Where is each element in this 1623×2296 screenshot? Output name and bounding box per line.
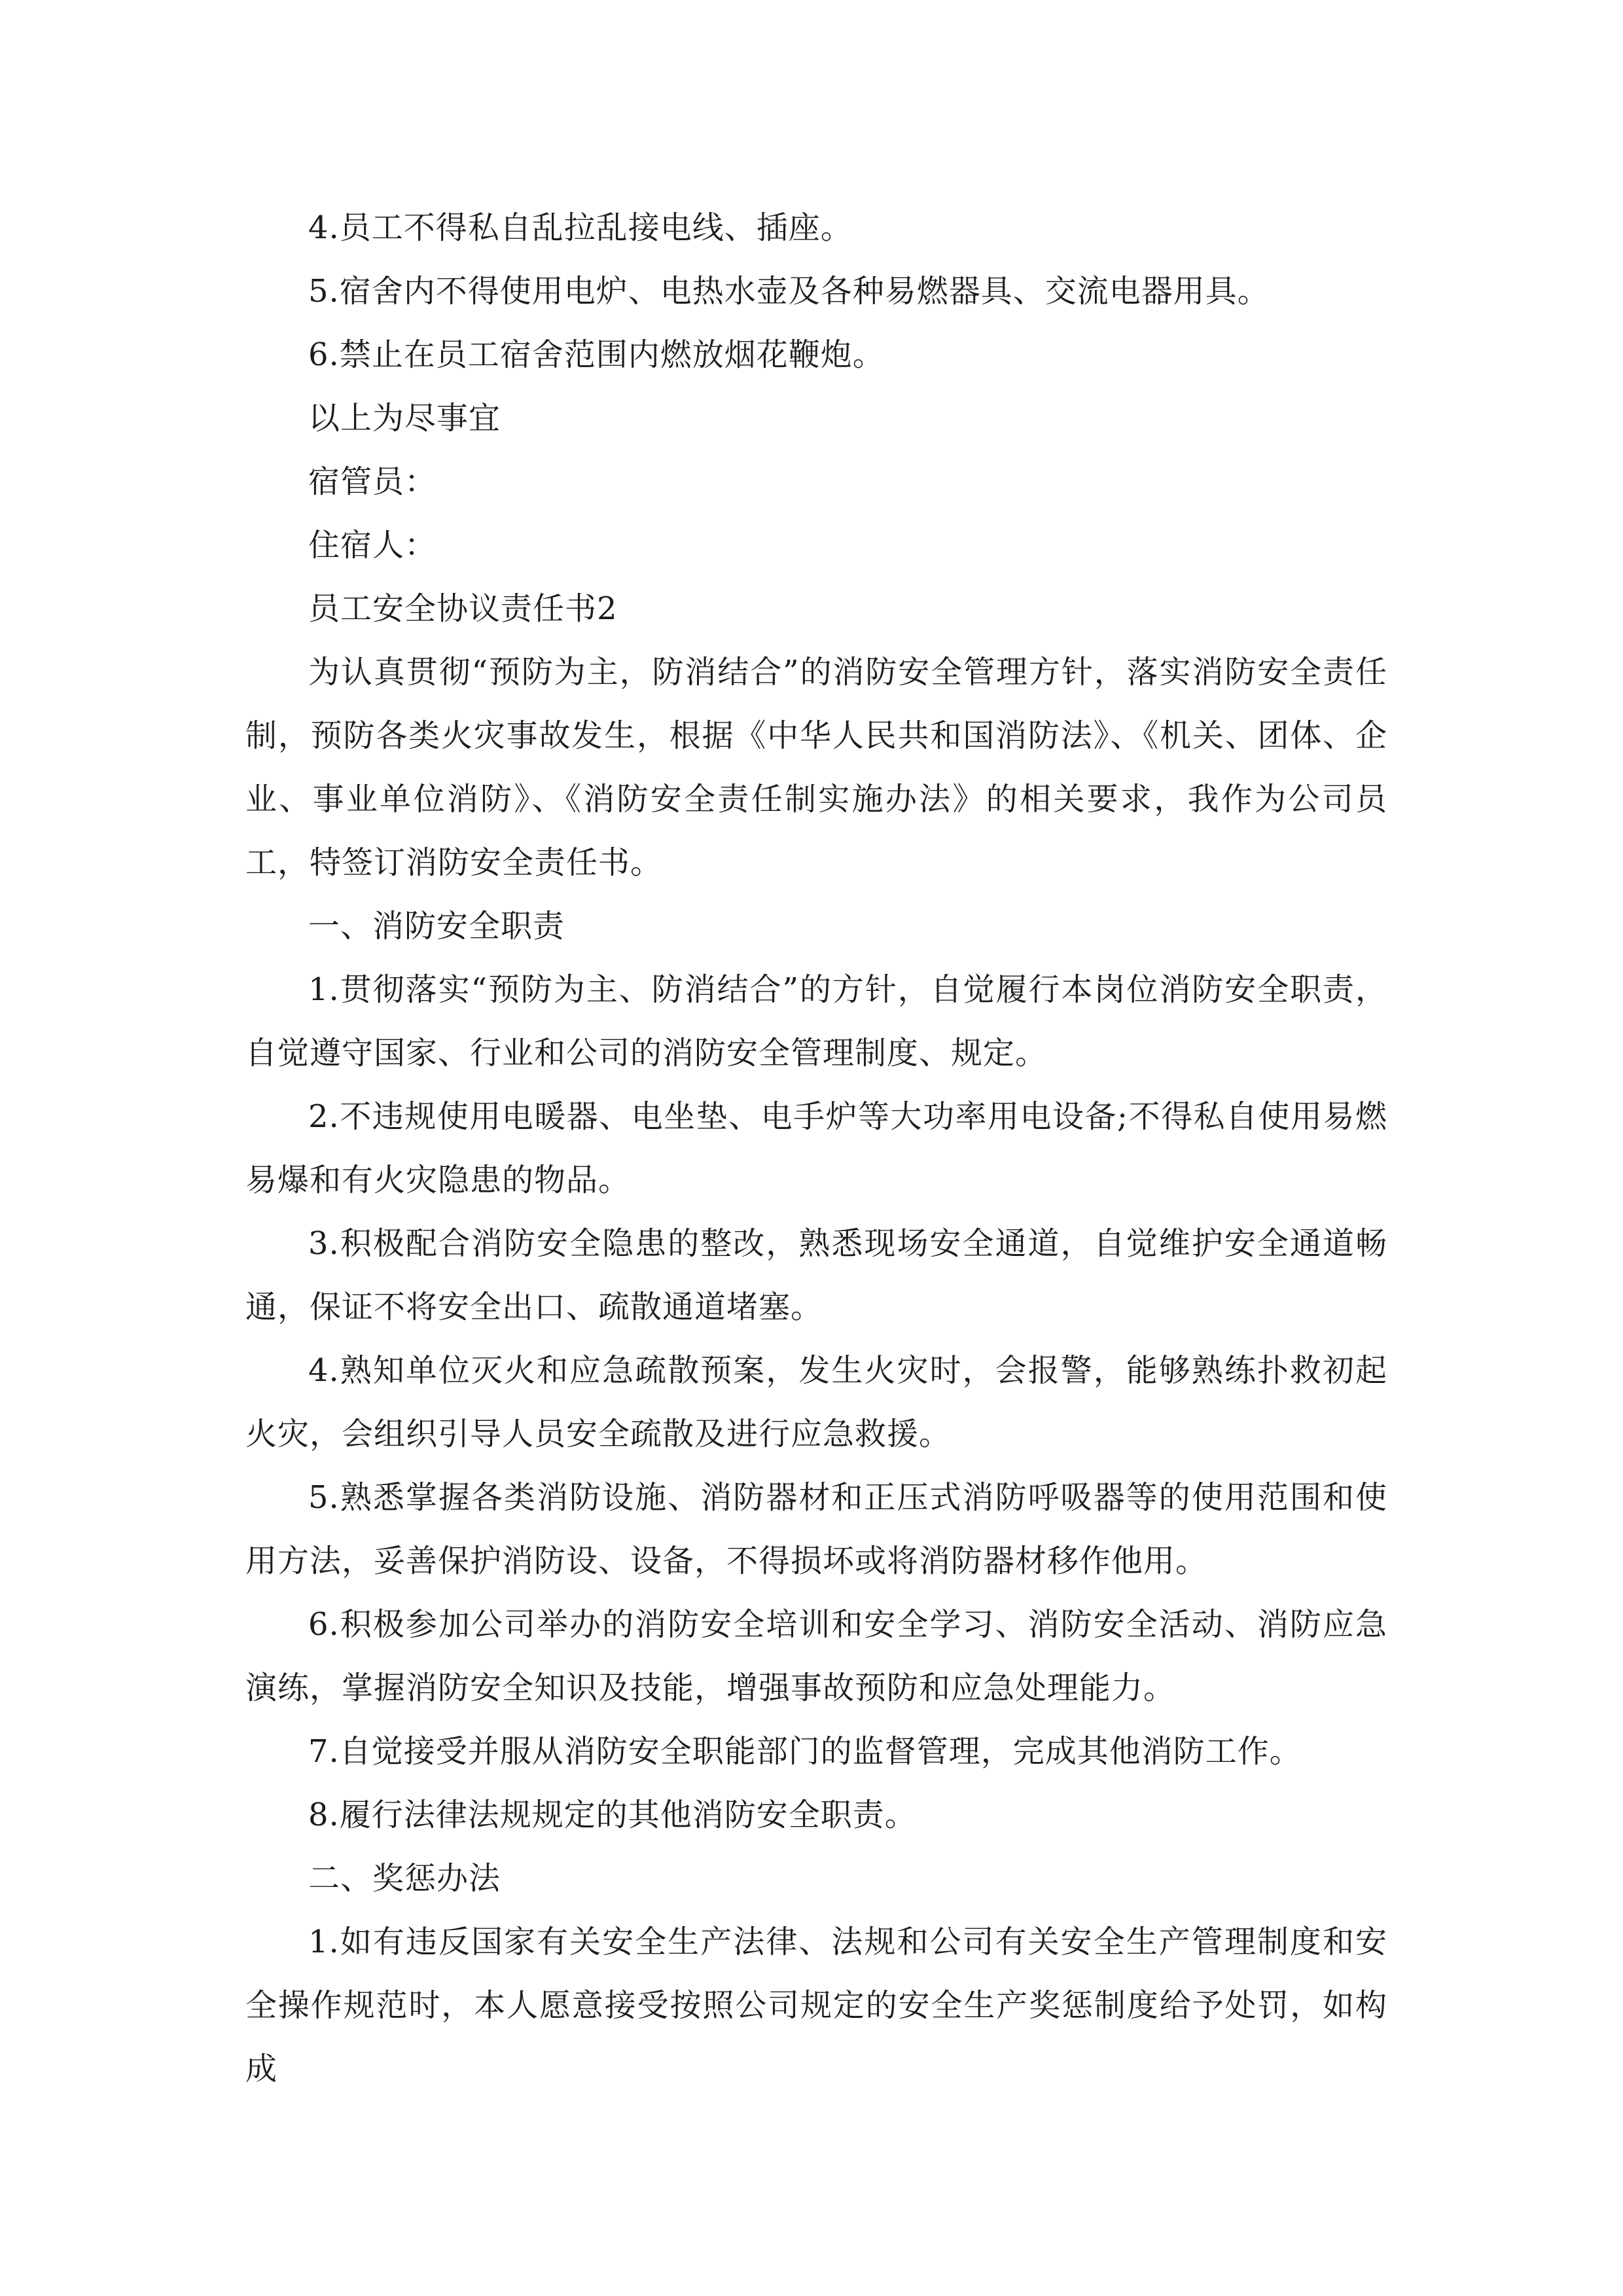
resident-signature-line: 住宿人：: [308, 527, 437, 564]
duty-item-5: 5.熟悉掌握各类消防设施、消防器材和正压式消防呼吸器等的使用范围和使用方法，妥善保护消防设、设备，不得损坏或将消防器材移作他用。: [245, 1479, 1387, 1579]
dorm-manager-signature-line: 宿管员：: [308, 463, 437, 500]
document-title: 员工安全协议责任书2: [308, 590, 618, 627]
duty-item-3: 3.积极配合消防安全隐患的整改，熟悉现场安全通道，自觉维护安全通道畅通，保证不将安全出口、疏散通道堵塞。: [245, 1225, 1387, 1325]
duty-item-8: 8.履行法律法规规定的其他消防安全职责。: [308, 1797, 917, 1833]
duty-item-4: 4.熟知单位灭火和应急疏散预案，发生火灾时，会报警，能够熟练扑救初起火灾，会组织引导人员安全疏散及进行应急救援。: [245, 1352, 1387, 1452]
section-heading-duties: 一、消防安全职责: [308, 908, 565, 944]
intro-paragraph: 为认真贯彻“预防为主，防消结合”的消防安全管理方针，落实消防安全责任制，预防各类火灾事故发生，根据《中华人民共和国消防法》、《机关、团体、企业、事业单位消防》、《消防安全责任制实施办法》的相关要求，我作为公司员工，特签订消防安全责任书。: [245, 654, 1387, 881]
document-body: [245, 196, 1387, 2101]
duty-item-6: 6.积极参加公司举办的消防安全培训和安全学习、消防安全活动、消防应急演练，掌握消防安全知识及技能，增强事故预防和应急处理能力。: [245, 1606, 1387, 1706]
penalty-item-1: 1.如有违反国家有关安全生产法律、法规和公司有关安全生产管理制度和安全操作规范时，本人愿意接受按照公司规定的安全生产奖惩制度给予处罚，如构成: [245, 1924, 1387, 2087]
duty-item-7: 7.自觉接受并服从消防安全职能部门的监督管理，完成其他消防工作。: [308, 1733, 1302, 1770]
rule-item-5: 5.宿舍内不得使用电炉、电热水壶及各种易燃器具、交流电器用具。: [308, 273, 1270, 310]
section-heading-rewards-penalties: 二、奖惩办法: [308, 1860, 501, 1897]
rule-item-4: 4.员工不得私自乱拉乱接电线、插座。: [308, 209, 853, 246]
duty-item-2: 2.不违规使用电暖器、电坐垫、电手炉等大功率用电设备;不得私自使用易燃易爆和有火灾隐患的物品。: [245, 1098, 1387, 1198]
closing-statement: 以上为尽事宜: [308, 400, 501, 437]
rule-item-6: 6.禁止在员工宿舍范围内燃放烟花鞭炮。: [308, 336, 885, 373]
duty-item-1: 1.贯彻落实“预防为主、防消结合”的方针，自觉履行本岗位消防安全职责，自觉遵守国家、行业和公司的消防安全管理制度、规定。: [245, 971, 1387, 1071]
